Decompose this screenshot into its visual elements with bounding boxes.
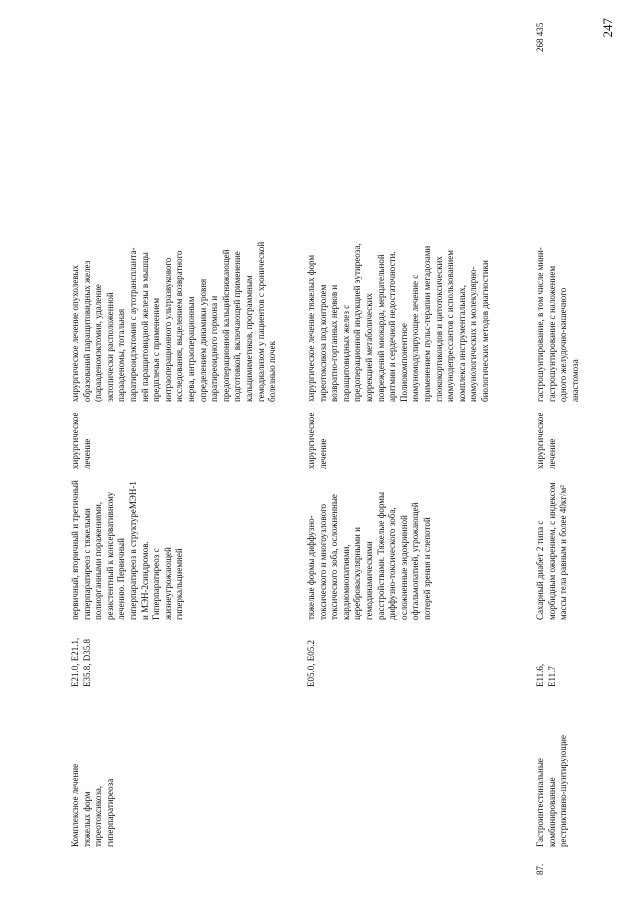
row-3-name: Гастроинтестинальные комбинированные рестриктивно-шунтирующие [535, 735, 569, 847]
row-3-treatment-type: хирургическое лечение [535, 412, 557, 469]
row-1-treatment-type: хирургическое лечение [70, 412, 92, 469]
row-1-method: хирургическое лечение опухолевых образований паращитовидных желез (парааденомэктомия, удаление эктопически расположенной парааденомы, тотальная паратиреоидэктомия с аутотранcплантa- ней паращитовидной железы в мышцы предплечья с применением интраоперационного ультразвукового исследования, выделением возвратного нерва, интраоперационным определением динамики уровня паратиреоидного гормона и предоперационной кальцийснижающей подготовкой, включающей применение кальцимиметиков, программным гемодиализом у пациентов с хронической болезнью почек [70, 241, 278, 402]
row-3-method: гастрошунтирование, в том числе мини- гастрошунтирование с наложением одного желудочно-кишечного анастомоза [535, 247, 580, 402]
row-2-treatment-type: хирургическое лечение [306, 412, 328, 469]
row-2-method: хирургическое лечение тяжелых форм тиреотоксикоза под контролем возвратно-гортанных нервов и паращитовидных желез с предоперационной индукцией эутиреоза, коррекцией метаболических повреждений миокарда, мерцательной аритмии и сердечной недостаточности. Полиокомпонентное иммуномодулирующее лечение с применением пульс-терапии мегадозами глюкокортикоидов и цитотоксических иммунодепрессантов с использованием комплекса инструментальных, иммунологических и молекулярно- биологических методов диагностики [306, 243, 490, 402]
page-number: 247 [600, 18, 615, 38]
row-3-number: 87. [535, 863, 545, 875]
row-2-description: тяжелые формы диффузно- токсического и многоузлового токсического зоба, осложненные кардиомиопатиями, цереброваскулярными и гемодинамическими расстройствами. Тяжелые формы диффузно-токсического зоба, осложненные эндокринной офтальмопатией, угрожающей потерей зрения и слепотой [306, 491, 432, 620]
row-3-codes: E11.6, E11.7 [535, 663, 557, 687]
row-1-name: Комплексное лечение тяжелых форм тиреотоксикоза, гиперпаратиреоза [70, 763, 115, 847]
row-2-codes: E05.0, E05.2 [306, 640, 316, 687]
row-1-description: первичный, вторичный и третичный гиперпаратиреоз с тяжелыми полиорганными поражениями, резистентный к консервативному лечению. Первичный гиперпаратиреоз в структуреМЭН-1 и МЭН-2синдромов. Гиперпаратиреоз с жизнеугрожающей гиперкальциемией [70, 480, 185, 620]
row-3-description: Сахарный диабет 2 типа с морбидным ожирением, с индексом массы тела равным и более 40кг/м² [535, 482, 569, 620]
rotated-table [70, 22, 640, 875]
row-1-codes: E21.0, E21.1, E35.8, D35.8 [70, 637, 92, 687]
row-3-price: 268 435 [535, 22, 545, 52]
